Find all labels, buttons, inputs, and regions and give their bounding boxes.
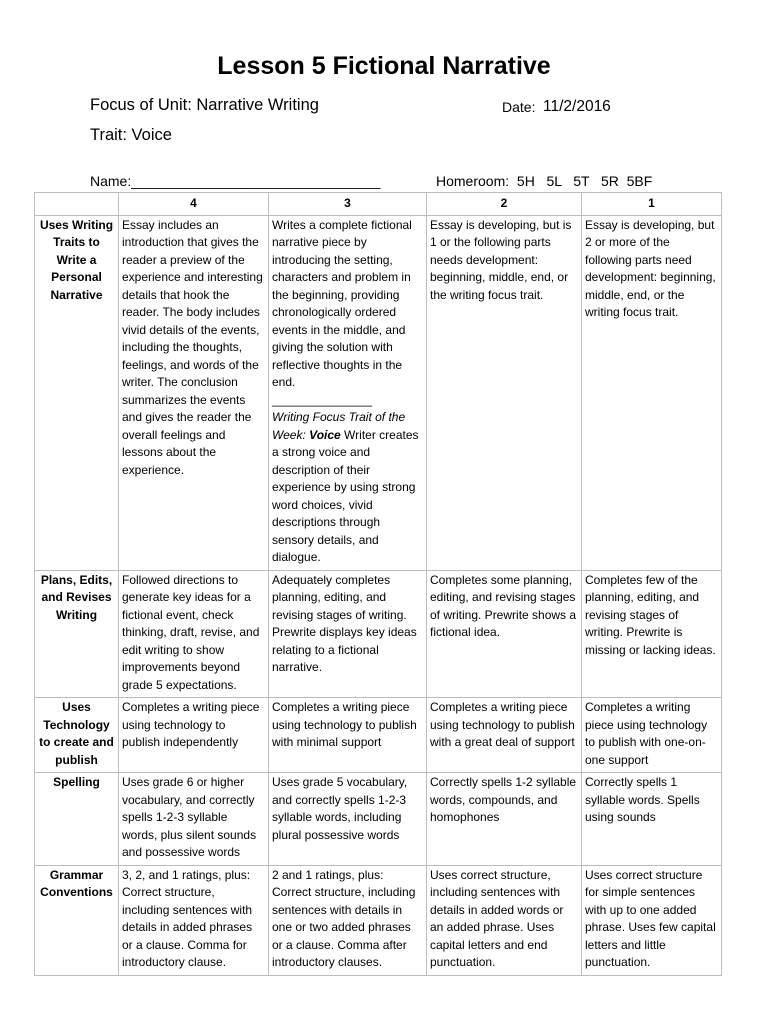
criterion-plans-edits: Plans, Edits, and Revises Writing [35,570,119,698]
homeroom-options: Homeroom: 5H 5L 5T 5R 5BF [436,173,653,189]
rubric-row-plans-edits [35,570,722,698]
cell-writing-traits-4: Essay includes an introduction that gives the reader a preview of the experience and interesting details that hook the reader. The body includes vivid details of the events, including the thoughts, feelings, and words of the writer. The conclusion summarizes the events and gives the reader the overall feelings and lessons about the experience. [119,215,269,570]
rubric-row-technology [35,698,722,773]
date-label: Date: [502,99,536,115]
cell-spelling-1: Correctly spells 1 syllable words. Spells using sounds [582,773,722,866]
criterion-grammar: Grammar Conventions [35,865,119,975]
cell-writing-traits-1: Essay is developing, but 2 or more of the following parts need development: beginning, middle, end, or the writing focus trait. [582,215,722,570]
cell-grammar-4: 3, 2, and 1 ratings, plus: Correct structure, including sentences with details in added phrases or a clause. Comma for introductory clause. [119,865,269,975]
cell-spelling-3: Uses grade 5 vocabulary, and correctly spells 1-2-3 syllable words, including plural possessive words [269,773,427,866]
cell-spelling-4: Uses grade 6 or higher vocabulary, and correctly spells 1-2-3 syllable words, plus silent sounds and possessive words [119,773,269,866]
divider-rule: _______________ [272,392,373,407]
cell-technology-3: Completes a writing piece using technology to publish with minimal support [269,698,427,773]
cell-grammar-3: 2 and 1 ratings, plus: Correct structure, including sentences with details in one or two added phrases or a clause. Comma after introductory clauses. [269,865,427,975]
focus-of-unit: Focus of Unit: Narrative Writing [90,96,319,114]
criterion-writing-traits: Uses Writing Traits to Write a Personal Narrative [35,215,119,570]
cell-grammar-1: Uses correct structure for simple sentences with up to one added phrase. Uses few capital letters and little punctuation. [582,865,722,975]
header-score-2: 2 [427,193,582,216]
cell-writing-traits-3-text: Writes a complete fictional narrative piece by introducing the setting, characters and problem in the beginning, providing chronologically ordered events in the middle, and giving the solution with reflective thoughts in the end. [272,217,412,389]
rubric-row-writing-traits [35,215,722,570]
cell-spelling-2: Correctly spells 1-2 syllable words, compounds, and homophones [427,773,582,866]
rubric-row-grammar [35,865,722,975]
criterion-spelling: Spelling [35,773,119,866]
focus-trait-name: Voice [309,427,341,442]
header-score-1: 1 [582,193,722,216]
cell-grammar-2: Uses correct structure, including sentences with details in added words or an added phrase. Uses capital letters and end punctuation. [427,865,582,975]
criterion-technology: Uses Technology to create and publish [35,698,119,773]
cell-writing-traits-3 [269,215,427,570]
cell-writing-traits-2: Essay is developing, but is 1 or the following parts needs development: beginning, middle, end, or the writing focus trait. [427,215,582,570]
name-field-line: Name:________________________________ [90,173,381,189]
focus-trait-description: Writer creates a strong voice and description of their experience by using strong word choices, vivid descriptions through sensory details, and dialogue. [272,427,419,564]
rubric-row-spelling [35,773,722,866]
trait-line: Trait: Voice [90,126,172,144]
cell-technology-1: Completes a writing piece using technology to publish with one-on-one support [582,698,722,773]
rubric-header-row [35,193,722,216]
cell-technology-4: Completes a writing piece using technology to publish independently [119,698,269,773]
cell-plans-edits-3: Adequately completes planning, editing, and revising stages of writing. Prewrite displays key ideas relating to a fictional narrative. [269,570,427,698]
cell-technology-2: Completes a writing piece using technology to publish with a great deal of support [427,698,582,773]
date-value: 11/2/2016 [543,98,611,115]
rubric-table [34,192,722,976]
focus-trait-label: Writing Focus Trait of the Week: [272,410,406,442]
header-criteria [35,193,119,216]
cell-plans-edits-1: Completes few of the planning, editing, and revising stages of writing. Prewrite is missing or lacking ideas. [582,570,722,698]
document-title: Lesson 5 Fictional Narrative [217,52,551,80]
cell-plans-edits-4: Followed directions to generate key ideas for a fictional event, check thinking, draft, revise, and edit writing to show improvements beyond grade 5 expectations. [119,570,269,698]
header-score-4: 4 [119,193,269,216]
cell-plans-edits-2: Completes some planning, editing, and revising stages of writing. Prewrite shows a fictional idea. [427,570,582,698]
header-score-3: 3 [269,193,427,216]
